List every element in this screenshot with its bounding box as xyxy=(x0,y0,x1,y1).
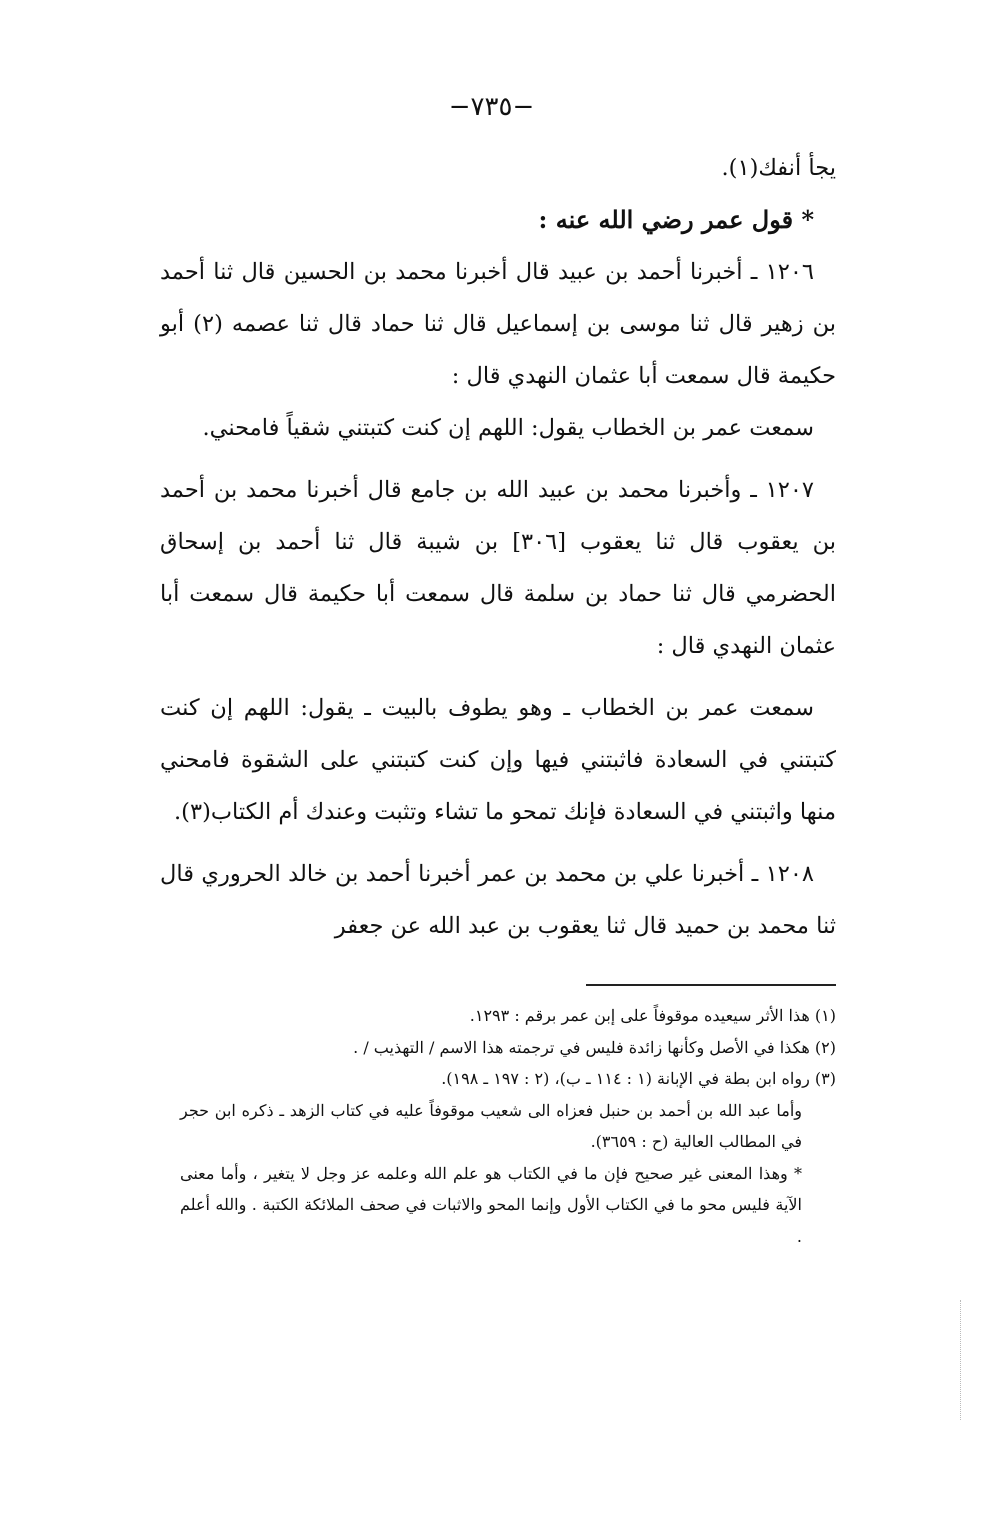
footnote-2: (٢) هكذا في الأصل وكأنها زائدة فليس في ترجمته هذا الاسم / التهذيب / . xyxy=(353,1037,836,1057)
footnote-separator xyxy=(586,984,836,986)
page-number: −٧٣٥− xyxy=(448,92,535,122)
narration-1208: ١٢٠٨ ـ أخبرنا علي بن محمد بن عمر أخبرنا أحمد بن خالد الحروري قال ثنا محمد بن حميد قال ثنا يعقوب بن عبد الله عن جعفر xyxy=(160,861,836,939)
main-text xyxy=(160,142,836,952)
narration-1206: ١٢٠٦ ـ أخبرنا أحمد بن عبيد قال أخبرنا محمد بن الحسين قال ثنا أحمد بن زهير قال ثنا موسى بن إسماعيل قال ثنا حماد قال ثنا عصمه (٢) أبو حكيمة قال سمعت أبا عثمان النهدي قال : xyxy=(160,259,836,389)
narration-1207: ١٢٠٧ ـ وأخبرنا محمد بن عبيد الله بن جامع قال أخبرنا محمد بن أحمد بن يعقوب قال ثنا يعقوب [٣٠٦] بن شيبة قال ثنا أحمد بن إسحاق الحضرمي قال ثنا حماد بن سلمة قال سمعت أبا حكيمة قال سمعت أبا عثمان النهدي قال : xyxy=(160,477,836,659)
scan-margin-line xyxy=(960,1300,961,1420)
quote-1207: سمعت عمر بن الخطاب ـ وهو يطوف بالبيت ـ يقول: اللهم إن كنت كتبتني في السعادة فاثبتني فيها وإن كنت كتبتني على الشقوة فامحني منها واثبتني في السعادة فإنك تمحو ما تشاء وتثبت وعندك أم الكتاب(٣). xyxy=(160,695,836,825)
footnote-1: (١) هذا الأثر سيعيده موقوفاً على إبن عمر برقم : ١٢٩٣. xyxy=(469,1006,836,1025)
footnote-editor-comment: * وهذا المعنى غير صحيح فإن ما في الكتاب هو علم الله وعلمه عز وجل لا يتغير ، وأما معنى الآية فليس محو ما في الكتاب الأول وإنما المحو والاثبات في صحف الملائكة الكتبة . والله أعلم . xyxy=(180,1163,802,1246)
footnote-3: (٣) رواه ابن بطة في الإبانة (١ : ١١٤ ـ ب)، (٢ : ١٩٧ ـ ١٩٨). xyxy=(441,1069,836,1088)
footnote-3-continuation: وأما عبد الله بن أحمد بن حنبل فعزاه الى شعيب موقوفاً عليه في كتاب الزهد ـ ذكره ابن حجر في المطالب العالية (ح : ٣٦٥٩). xyxy=(180,1100,802,1151)
paragraph-continuation: يجأ أنفك(١). xyxy=(721,155,836,181)
footnotes xyxy=(180,1000,836,1252)
quote-1206: سمعت عمر بن الخطاب يقول: اللهم إن كنت كتبتني شقياً فامحني. xyxy=(202,415,814,441)
section-heading: * قول عمر رضي الله عنه : xyxy=(538,205,814,234)
